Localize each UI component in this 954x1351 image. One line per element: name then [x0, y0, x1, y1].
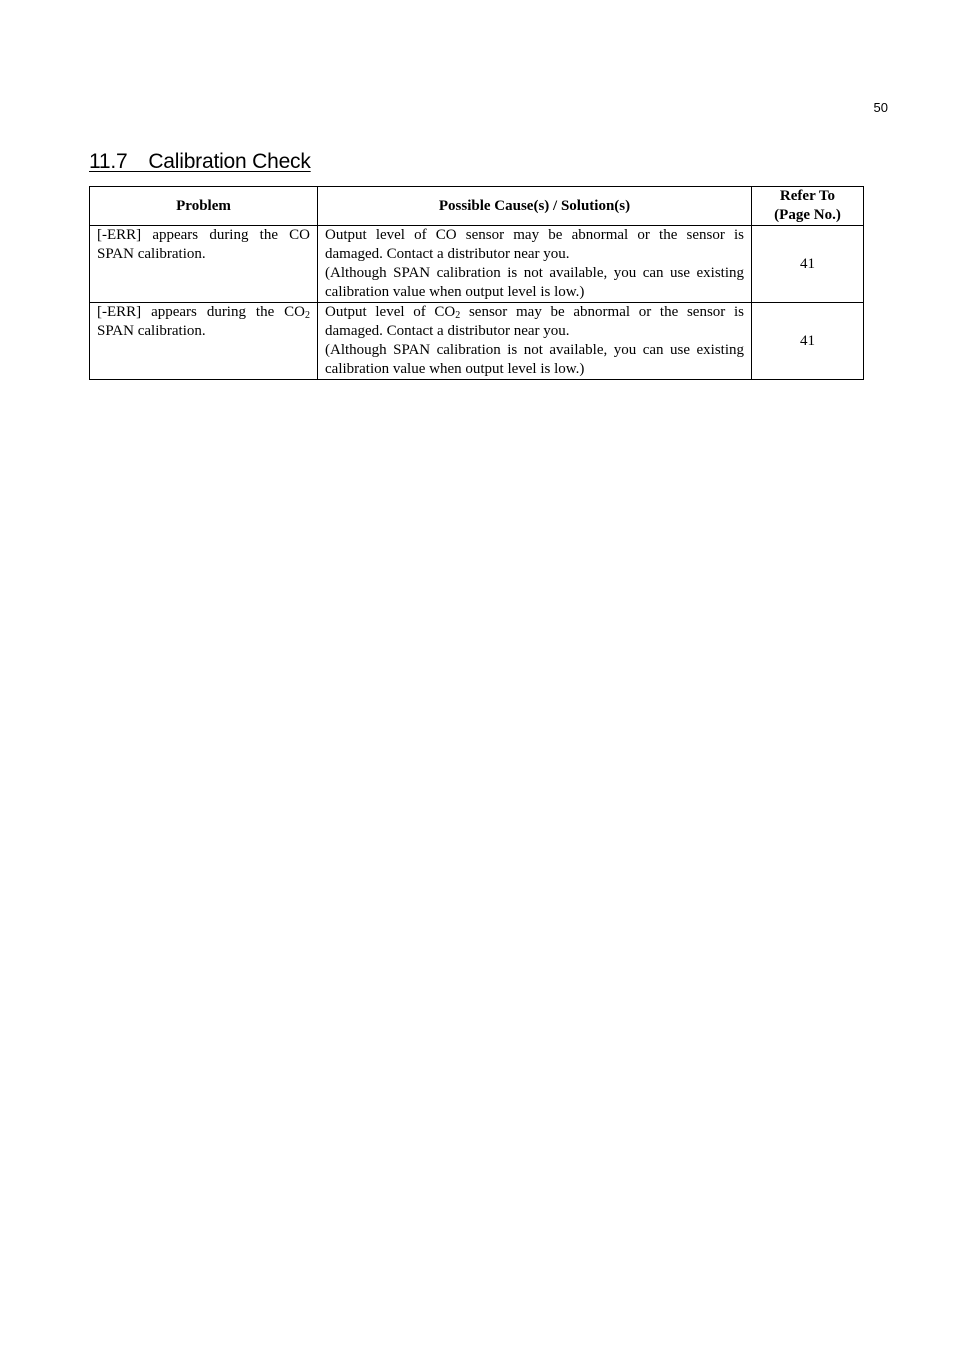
problem-text: [-ERR] appears during the CO	[97, 304, 305, 320]
cause-cell	[318, 303, 752, 380]
refer-page: 41	[752, 303, 864, 380]
problem-cell	[90, 226, 318, 303]
cause-text-end: sensor may be abnormal or the sensor is damaged. Contact a distributor near you.	[325, 304, 744, 339]
problem-text: [-ERR] appears during the CO	[97, 227, 310, 243]
table-row	[90, 303, 864, 380]
header-refer-line1: Refer To	[779, 188, 836, 204]
header-cause: Possible Cause(s) / Solution(s)	[318, 187, 752, 226]
table-header-row	[90, 187, 864, 226]
problem-cell	[90, 303, 318, 380]
header-refer	[752, 187, 864, 226]
cause-subscript: 2	[455, 310, 461, 321]
header-problem: Problem	[90, 187, 318, 226]
table-row	[90, 226, 864, 303]
refer-page: 41	[752, 226, 864, 303]
section-heading: 11.7 Calibration Check	[89, 150, 311, 173]
problem-text-end: SPAN calibration.	[97, 246, 206, 262]
cause-note: (Although SPAN calibration is not available, you can use existing calibration value when output level is low.)	[325, 265, 744, 300]
cause-text-end: sensor may be abnormal or the sensor is damaged. Contact a distributor near you.	[325, 227, 744, 262]
troubleshooting-table	[89, 186, 864, 380]
cause-text: Output level of CO	[325, 227, 457, 243]
cause-text: Output level of CO	[325, 304, 456, 320]
problem-subscript: 2	[305, 310, 310, 321]
problem-text-end: SPAN calibration.	[97, 323, 206, 339]
header-refer-line2: (Page No.)	[774, 207, 841, 223]
cause-note: (Although SPAN calibration is not available, you can use existing calibration value when output level is low.)	[325, 342, 744, 377]
page-number: 50	[873, 100, 888, 115]
cause-cell	[318, 226, 752, 303]
